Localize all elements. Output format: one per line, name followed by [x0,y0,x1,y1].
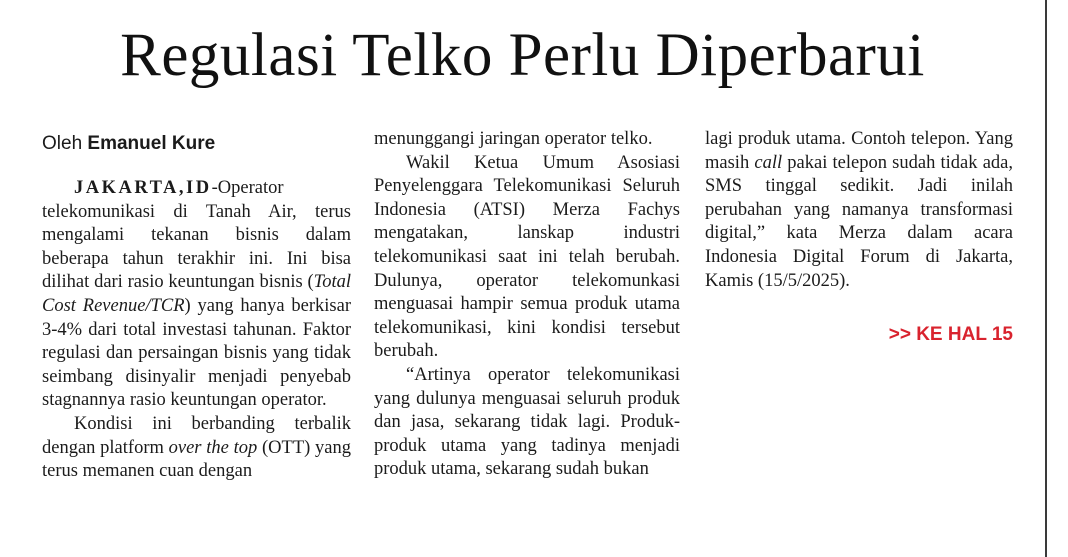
article-column-1 [42,128,351,484]
page-edge-rule [1045,0,1047,557]
headline: Regulasi Telko Perlu Diperbarui [120,22,925,89]
p1-text: -Operator telekomunikasi di Tanah Air, terus mengalami tekanan bisnis dalam beberapa tahun terakhir ini. Ini bisa dilihat dari rasio keuntungan bisnis ( [42,178,351,293]
p1-italic: Total Cost Revenue/TCR [42,272,351,316]
byline [42,132,351,155]
p4-text-end: pakai telepon sudah tidak ada, SMS tinggal sedikit. Jadi inilah perubahan yang namanya transformasi digital,” kata Merza dalam acara Indonesia Digital Forum di Jakarta, Kamis (15/5/2025). [705,152,1013,291]
p2-text-start: Kondisi ini berbanding terbalik dengan platform [42,413,351,458]
paragraph-2-start [42,413,351,484]
continue-link[interactable]: >> KE HAL 15 [888,324,1013,346]
byline-prefix: Oleh [42,133,88,154]
p2-text-end: (OTT) yang terus memanen cuan dengan [42,437,351,482]
p1-text-end: ) yang hanya berkisar 3-4% dari total investasi tahunan. Faktor regulasi dan persaingan bisnis yang tidak seimbang disinyalir menjadi penyebab stagnannya rasio keuntungan operator. [42,295,351,411]
article-column-3 [705,128,1013,347]
article-column-2 [374,128,680,482]
paragraph-4 [374,364,680,482]
paragraph-3: Wakil Ketua Umum Asosiasi Penyelenggara Telekomunikasi Seluruh Indonesia (ATSI) Merza Fachys mengatakan, lanskap industri telekomunikasi saat ini telah berubah. Dulunya, operator telekomunkasi menguasai hampir semua produk utama telekomunikasi, kini kondisi tersebut berubah. [374,152,680,362]
p2-italic: over the top [168,437,258,458]
p4-text-start: lagi produk utama. Contoh telepon. Yang masih [705,129,1013,173]
p4-text-start: “Artinya operator telekomunikasi yang dulunya menguasai seluruh produk dan jasa, sekarang tidak lagi. Produk-produk utama yang tadinya menjadi produk utama, sekarang sudah bukan [374,364,680,480]
p2-text-end: menunggangi jaringan operator telko. [374,129,653,149]
dateline: JAKARTA,ID [74,178,212,198]
paragraph-1 [42,177,351,413]
p4-italic: call [754,152,783,173]
paragraph-4 [705,128,1013,293]
author-name: Emanuel Kure [87,133,216,154]
paragraph-2-start [374,128,680,152]
